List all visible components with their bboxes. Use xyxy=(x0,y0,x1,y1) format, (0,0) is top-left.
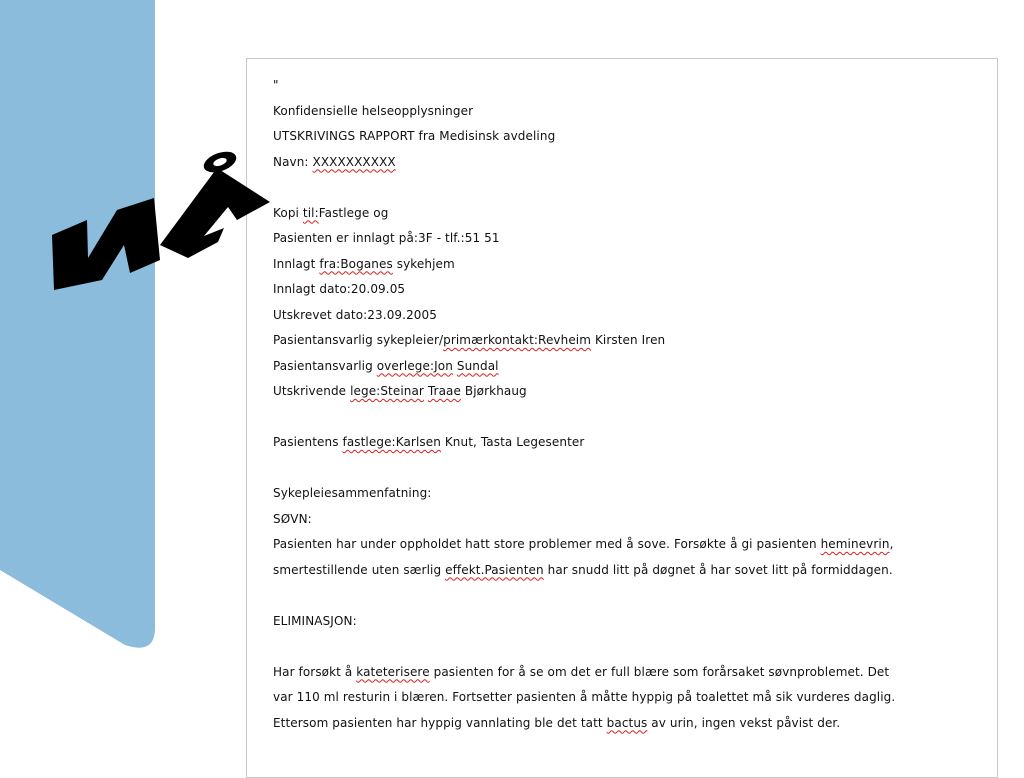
spacer xyxy=(273,634,895,660)
document-body xyxy=(273,73,895,736)
sleep-paragraph-line-2: smertestillende uten særlig effekt.Pasienten har snudd litt på døgnet å har sovet litt på formiddagen. xyxy=(273,562,893,577)
sleep-paragraph-line-1: Pasienten har under oppholdet hatt store problemer med å sove. Forsøkte å gi pasienten heminevrin, xyxy=(273,537,894,551)
nursing-summary-heading: Sykepleiesammenfatning: xyxy=(273,486,432,500)
name-value: XXXXXXXXXX xyxy=(312,154,396,169)
responsible-nurse: Pasientansvarlig sykepleier/primærkontakt:Revheim Kirsten Iren xyxy=(273,333,666,347)
responsible-senior-doctor: Pasientansvarlig overlege:Jon Sundal xyxy=(273,358,499,373)
spacer xyxy=(273,583,895,609)
report-title: UTSKRIVINGS RAPPORT fra Medisinsk avdeling xyxy=(273,129,556,143)
admitted-from: Innlagt fra:Boganes sykehjem xyxy=(273,256,455,271)
patient-name: Navn: XXXXXXXXXX xyxy=(273,154,396,169)
copy-to: Kopi til:Fastlege og xyxy=(273,205,389,220)
elimination-paragraph-line-2: var 110 ml resturin i blæren. Fortsetter pasienten å måtte hyppig på toalettet må sik vurderes daglig. xyxy=(273,690,896,704)
na-logo xyxy=(42,140,292,300)
spacer xyxy=(273,175,895,201)
admit-date: Innlagt dato:20.09.05 xyxy=(273,282,406,296)
document-page xyxy=(246,58,998,778)
elimination-heading: ELIMINASJON: xyxy=(273,613,357,628)
discharge-date: Utskrevet dato:23.09.2005 xyxy=(273,307,438,322)
general-practitioner: Pasientens fastlege:Karlsen Knut, Tasta Legesenter xyxy=(273,435,585,449)
discharging-doctor: Utskrivende lege:Steinar Traae Bjørkhaug xyxy=(273,384,527,398)
spacer xyxy=(273,456,895,482)
elimination-paragraph-line-1: Har forsøkt å kateterisere pasienten for å se om det er full blære som forårsaket søvnproblemet. Det xyxy=(273,664,890,679)
elimination-paragraph-line-3: Ettersom pasienten har hyppig vannlating ble det tatt bactus av urin, ingen vekst påvist der. xyxy=(273,715,841,730)
sleep-heading: SØVN: xyxy=(273,511,312,526)
quote-mark: " xyxy=(273,78,279,92)
admitted-at: Pasienten er innlagt på:3F - tlf.:51 51 xyxy=(273,231,500,245)
spacer xyxy=(273,405,895,431)
confidential-label: Konfidensielle helseopplysninger xyxy=(273,103,474,118)
